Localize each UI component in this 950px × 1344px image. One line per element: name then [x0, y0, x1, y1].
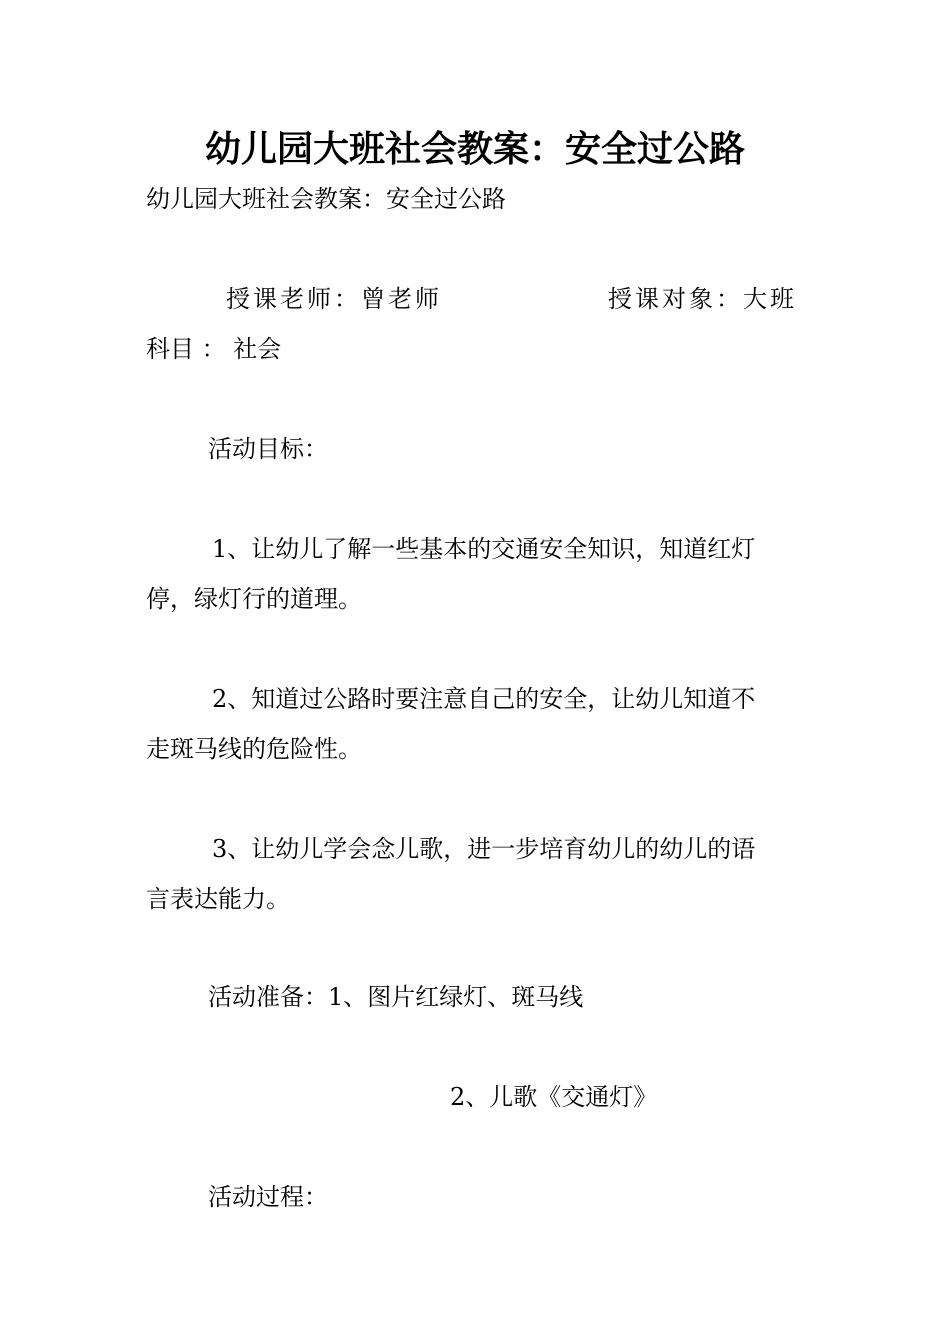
teacher-info: 授课老师：曾老师: [226, 285, 442, 313]
preparation-line-2: 2、儿歌《交通灯》: [450, 1083, 658, 1111]
subject-info: 科目 ： 社会: [146, 335, 282, 363]
goal-1-line-1: 1、让幼儿了解一些基本的交通安全知识，知道红灯: [212, 535, 756, 563]
preparation-line-1: 活动准备：1、图片红绿灯、斑马线: [208, 983, 584, 1011]
document-title: 幼儿园大班社会教案：安全过公路: [204, 129, 745, 170]
audience-info: 授课对象：大班: [608, 285, 797, 313]
goals-heading: 活动目标：: [208, 435, 328, 463]
goal-2-line-2: 走斑马线的危险性。: [146, 735, 362, 763]
goal-3-line-2: 言表达能力。: [146, 885, 290, 913]
process-heading: 活动过程：: [208, 1183, 328, 1211]
goal-2-line-1: 2、知道过公路时要注意自己的安全，让幼儿知道不: [212, 685, 756, 713]
goal-3-line-1: 3、让幼儿学会念儿歌，进一步培育幼儿的幼儿的语: [212, 835, 756, 863]
goal-1-line-2: 停，绿灯行的道理。: [146, 585, 362, 613]
document-subtitle: 幼儿园大班社会教案：安全过公路: [146, 185, 506, 213]
